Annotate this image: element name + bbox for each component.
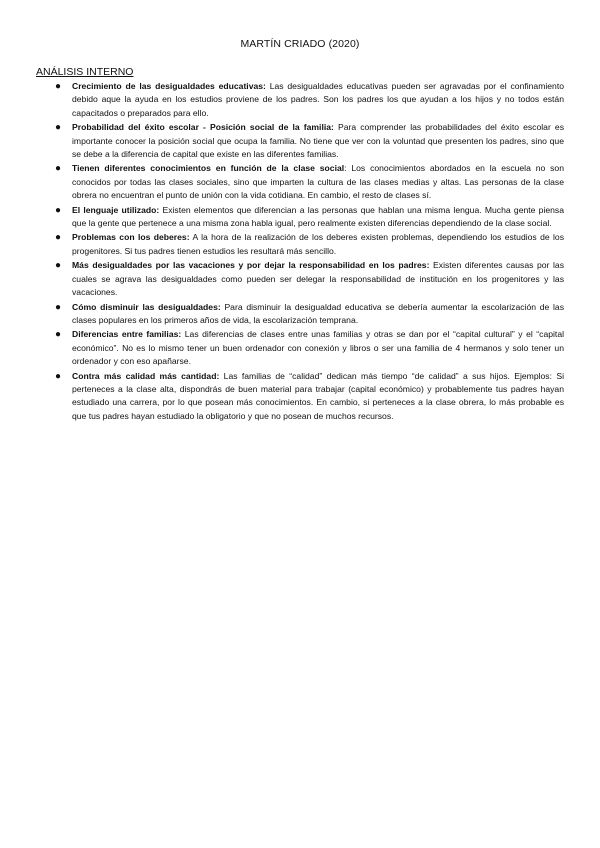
bullet-term: Crecimiento de las desigualdades educativas: [72, 81, 266, 91]
bullet-text: Las desigualdades educativas pueden ser agravadas por el confinamiento debido aque la ayuda en los estudios proviene de los padres. Son los padres los que ayudan a los hijos y no todos están capacitados o preparados para ello. [72, 81, 564, 118]
list-item [55, 121, 564, 161]
bullet-icon: ● [55, 232, 62, 244]
list-item [55, 370, 564, 424]
bullet-term: Más desigualdades por las vacaciones y por dejar la responsabilidad en los padres: [72, 260, 430, 271]
section-heading: ANÁLISIS INTERNO [36, 66, 134, 78]
list-item [55, 80, 564, 120]
list-item [55, 259, 565, 299]
bullet-term: Diferencias entre familias: [72, 329, 182, 340]
bullet-term: Contra más calidad más cantidad: [72, 370, 220, 381]
bullet-icon: ● [55, 370, 62, 382]
bullet-text: : Los conocimientos abordados en la escuela no son conocidos por todas las clases sociales, sino que imparten la cultura de las clases medias y altas. Las personas de la clase obrera no encuentran el punto de unión con la vida cotidiana. En cambio, el resto de clases sí. [72, 163, 564, 201]
bullet-text: Para comprender las probabilidades del éxito escolar es importante conocer la posición social que ocupa la familia. No tiene que ver con la voluntad que presenten los padres, sino que se debe a la diferencia de capital que existe en las diferentes familias. [72, 122, 564, 160]
bullet-icon: ● [55, 163, 62, 175]
bullet-text: Las diferencias de clases entre unas familias y otras se dan por el “capital cultural” y el “capital económico”. No es lo mismo tener un buen ordenador con conexión y libros o ser una familia de 4 hermanos y solo tener un ordenador y con eso apañarse. [72, 329, 565, 367]
bullet-term: Problemas con los deberes: [72, 232, 190, 243]
bullet-list [0, 80, 600, 424]
bullet-icon: ● [55, 81, 62, 92]
bullet-text: Para disminuir la desigualdad educativa se debería aumentar la escolarización de las clases populares en los primeros años de vida, la escolarización temprana. [72, 301, 564, 325]
list-item [55, 231, 564, 258]
bullet-icon: ● [55, 204, 62, 216]
bullet-icon: ● [55, 122, 62, 134]
bullet-text: Las familias de “calidad” dedican más tiempo “de calidad” a sus hijos. Ejemplos: Si perteneces a la clase alta, dispondrás de buen material para trabajar (capital económico) y probablemente tus padres hayan estudiado una carrera, por lo que posean más conocimientos. En cambio, si perteneces a la clase obrera, lo más probable es que tus padres hayan estudiado la obligatorio y que no posean de muchos recursos. [72, 370, 564, 421]
bullet-term: Probabilidad del éxito escolar - Posición social de la familia: [72, 122, 334, 133]
bullet-icon: ● [55, 260, 62, 272]
bullet-text: A la hora de la realización de los deberes existen problemas, dependiendo los estudios de los progenitores. Si tus padres tienen estudios les resultará más sencillo. [72, 232, 564, 256]
list-item [55, 328, 565, 368]
list-item [55, 301, 564, 328]
bullet-icon: ● [55, 329, 62, 341]
bullet-term: Cómo disminuir las desigualdades: [72, 301, 221, 312]
bullet-text: Existen elementos que diferencian a las personas que hablan una misma lengua. Mucha gente piensa que la gente que pertenece a una misma zona habla igual, pero realmente existen diferencias dependiendo de la clase social. [72, 204, 565, 229]
list-item [55, 204, 565, 231]
bullet-term: Tienen diferentes conocimientos en función de la clase social [72, 163, 345, 174]
list-item [55, 162, 564, 202]
document-title: MARTÍN CRIADO (2020) [240, 38, 360, 50]
bullet-text: Existen diferentes causas por las cuales se agrava las desigualdades como pueden ser delegar la responsabilidad de institución en los progenitores y las vacaciones. [72, 260, 565, 298]
bullet-icon: ● [55, 301, 62, 313]
bullet-term: El lenguaje utilizado: [72, 204, 160, 215]
